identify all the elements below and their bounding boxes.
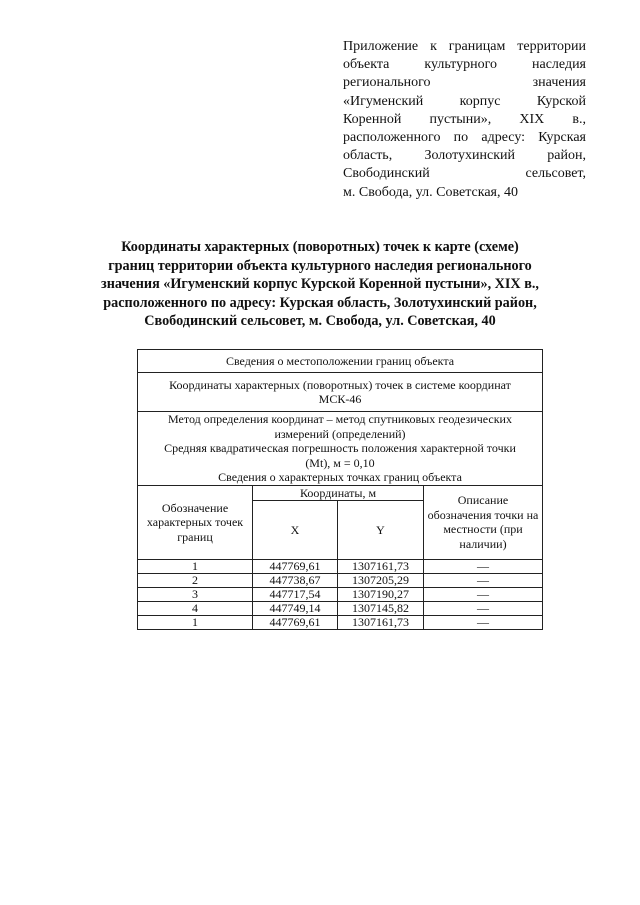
- annex-line: объекта культурного наследия: [343, 57, 586, 73]
- x-cell: 447717,54: [253, 588, 338, 602]
- annex-line: м. Свобода, ул. Советская, 40: [343, 184, 518, 200]
- y-cell: 1307145,82: [338, 602, 424, 616]
- title-line: границ территории объекта культурного наследия регионального: [108, 257, 532, 274]
- x-cell: 447769,61: [253, 560, 338, 574]
- document-title: [88, 238, 552, 331]
- method-line: Метод определения координат – метод спутниковых геодезических: [168, 412, 512, 426]
- annex-line: Свободинский сельсовет,: [343, 166, 586, 182]
- annex-note: [343, 38, 586, 202]
- method-line: измерений (определений): [274, 426, 406, 441]
- annex-line: «Игуменский корпус Курской: [343, 93, 586, 109]
- y-cell: 1307161,73: [338, 560, 424, 574]
- section-title-row: [138, 350, 543, 373]
- point-cell: 2: [138, 574, 253, 588]
- description-cell: —: [424, 574, 543, 588]
- description-cell: —: [424, 560, 543, 574]
- table-row: [138, 602, 543, 616]
- description-cell: —: [424, 602, 543, 616]
- table-row: [138, 588, 543, 602]
- section-title: Сведения о местоположении границ объекта: [138, 350, 543, 373]
- accuracy-value: (Mt), м = 0,10: [305, 455, 375, 470]
- annex-line: Приложение к границам территории: [343, 39, 586, 54]
- header-coords: Координаты, м: [253, 485, 424, 501]
- description-cell: —: [424, 616, 543, 630]
- accuracy-line: Средняя квадратическая погрешность положения характерной точки: [164, 441, 516, 455]
- title-line: значения «Игуменский корпус Курской Коренной пустыни», XIX в.,: [101, 276, 539, 293]
- coord-system-row: [138, 373, 543, 412]
- point-cell: 4: [138, 602, 253, 616]
- title-line: Свободинский сельсовет, м. Свобода, ул. Советская, 40: [144, 313, 496, 330]
- coord-system-text: Координаты характерных (поворотных) точек в системе координат: [169, 377, 511, 392]
- table-row: [138, 560, 543, 574]
- method-cell: [138, 412, 543, 486]
- coord-system-name: МСК-46: [318, 392, 362, 406]
- header-row: [138, 485, 543, 501]
- title-line: расположенного по адресу: Курская область, Золотухинский район,: [103, 294, 537, 311]
- points-section-title: Сведения о характерных точках границ объекта: [218, 470, 462, 484]
- annex-line: регионального значения: [343, 75, 586, 91]
- point-cell: 3: [138, 588, 253, 602]
- annex-line: Коренной пустыни», XIX в.,: [343, 111, 586, 127]
- point-cell: 1: [138, 616, 253, 630]
- annex-line: расположенного по адресу: Курская: [343, 130, 586, 146]
- method-row: [138, 412, 543, 486]
- y-cell: 1307190,27: [338, 588, 424, 602]
- x-cell: 447749,14: [253, 602, 338, 616]
- y-cell: 1307205,29: [338, 574, 424, 588]
- coord-system-cell: [138, 373, 543, 412]
- table-row: [138, 574, 543, 588]
- description-cell: —: [424, 588, 543, 602]
- header-description: Описание обозначения точки на местности (при наличии): [424, 485, 543, 560]
- header-x: X: [253, 501, 338, 560]
- title-line: Координаты характерных (поворотных) точек к карте (схеме): [121, 239, 519, 255]
- header-point: Обозначение характерных точек границ: [138, 485, 253, 560]
- header-y: Y: [338, 501, 424, 560]
- y-cell: 1307161,73: [338, 616, 424, 630]
- x-cell: 447738,67: [253, 574, 338, 588]
- table-row: [138, 616, 543, 630]
- annex-line: область, Золотухинский район,: [343, 148, 586, 164]
- point-cell: 1: [138, 560, 253, 574]
- coordinates-table: [137, 349, 543, 630]
- x-cell: 447769,61: [253, 616, 338, 630]
